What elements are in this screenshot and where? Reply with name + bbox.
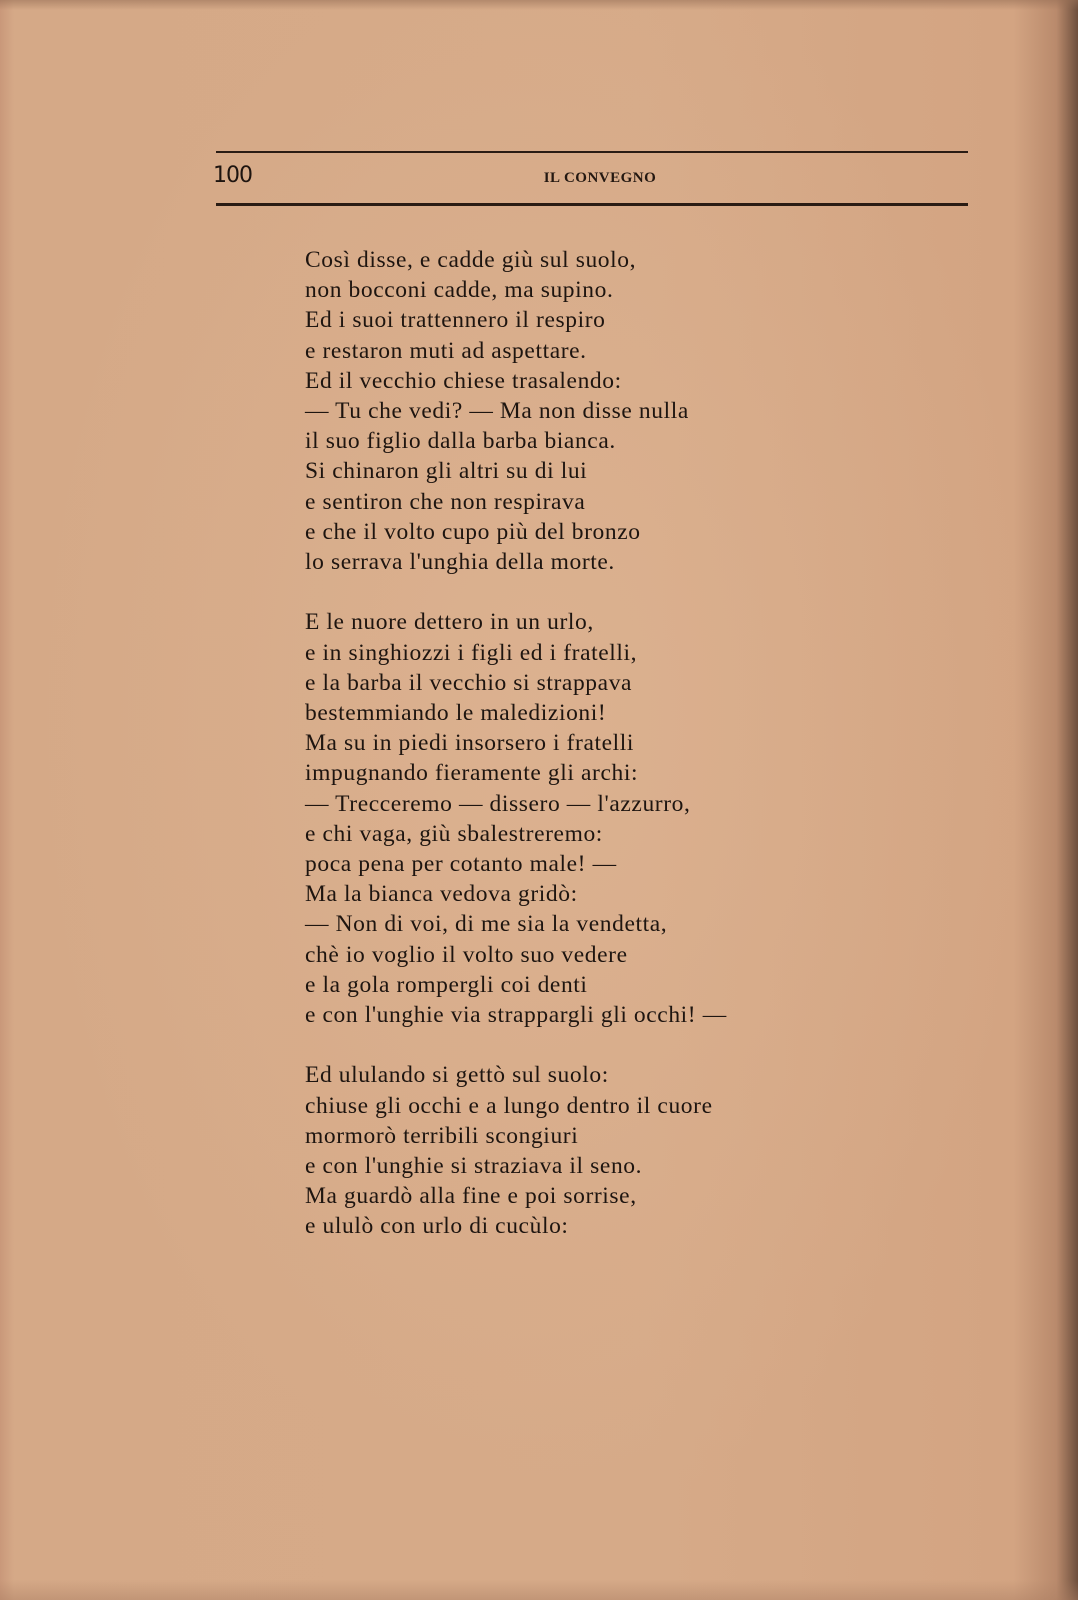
- verse-line: e che il volto cupo più del bronzo: [305, 518, 641, 545]
- verse-line: non bocconi cadde, ma supino.: [305, 277, 614, 304]
- stanza: [305, 1060, 945, 1241]
- verse-line: Ma guardò alla fine e poi sorrise,: [305, 1183, 637, 1210]
- verse-line: e con l'unghie si straziava il seno.: [305, 1153, 643, 1180]
- verse-line: Ma su in piedi insorsero i fratelli: [305, 730, 635, 757]
- verse-line: e chi vaga, giù sbalestreremo:: [305, 820, 603, 847]
- verse-line: poca pena per cotanto male! —: [305, 851, 617, 878]
- verse-line: e la gola rompergli coi denti: [305, 971, 588, 998]
- header-bottom-rule: [216, 203, 968, 206]
- verse-line: e sentiron che non respirava: [305, 488, 586, 515]
- verse-line: — Non di voi, di me sia la vendetta,: [305, 911, 668, 938]
- verse-line: Ma la bianca vedova gridò:: [305, 881, 578, 908]
- poem-text: [305, 245, 945, 1242]
- verse-line: Ed il vecchio chiese trasalendo:: [305, 367, 622, 394]
- verse-line: Si chinaron gli altri su di lui: [305, 458, 588, 485]
- running-head: IL CONVEGNO: [543, 170, 657, 186]
- verse-line: lo serrava l'unghia della morte.: [305, 549, 615, 576]
- page-number: 100: [213, 163, 252, 188]
- verse-line: e in singhiozzi i figli ed i fratelli,: [305, 639, 638, 666]
- verse-line: il suo figlio dalla barba bianca.: [305, 428, 616, 455]
- verse-line: — Tu che vedi? — Ma non disse nulla: [305, 398, 689, 425]
- verse-line: impugnando fieramente gli archi:: [305, 760, 639, 787]
- stanza: [305, 607, 945, 1030]
- stanza: [305, 245, 945, 577]
- verse-line: mormorò terribili scongiuri: [305, 1122, 579, 1149]
- verse-line: Così disse, e cadde giù sul suolo,: [305, 247, 637, 273]
- verse-line: chè io voglio il volto suo vedere: [305, 941, 628, 968]
- verse-line: — Trecceremo — dissero — l'azzurro,: [305, 790, 691, 817]
- verse-line: bestemmiando le maledizioni!: [305, 700, 607, 727]
- verse-line: Ed i suoi trattennero il respiro: [305, 307, 606, 334]
- verse-line: e la barba il vecchio si strappava: [305, 669, 633, 696]
- verse-line: chiuse gli occhi e a lungo dentro il cuore: [305, 1092, 713, 1119]
- verse-line: E le nuore dettero in un urlo,: [305, 609, 594, 636]
- verse-line: Ed ululando si gettò sul suolo:: [305, 1062, 609, 1089]
- verse-line: e ululò con urlo di cucùlo:: [305, 1213, 569, 1240]
- verse-line: e con l'unghie via strappargli gli occhi! —: [305, 1002, 727, 1029]
- verse-line: e restaron muti ad aspettare.: [305, 337, 587, 364]
- header-top-rule: [216, 151, 968, 153]
